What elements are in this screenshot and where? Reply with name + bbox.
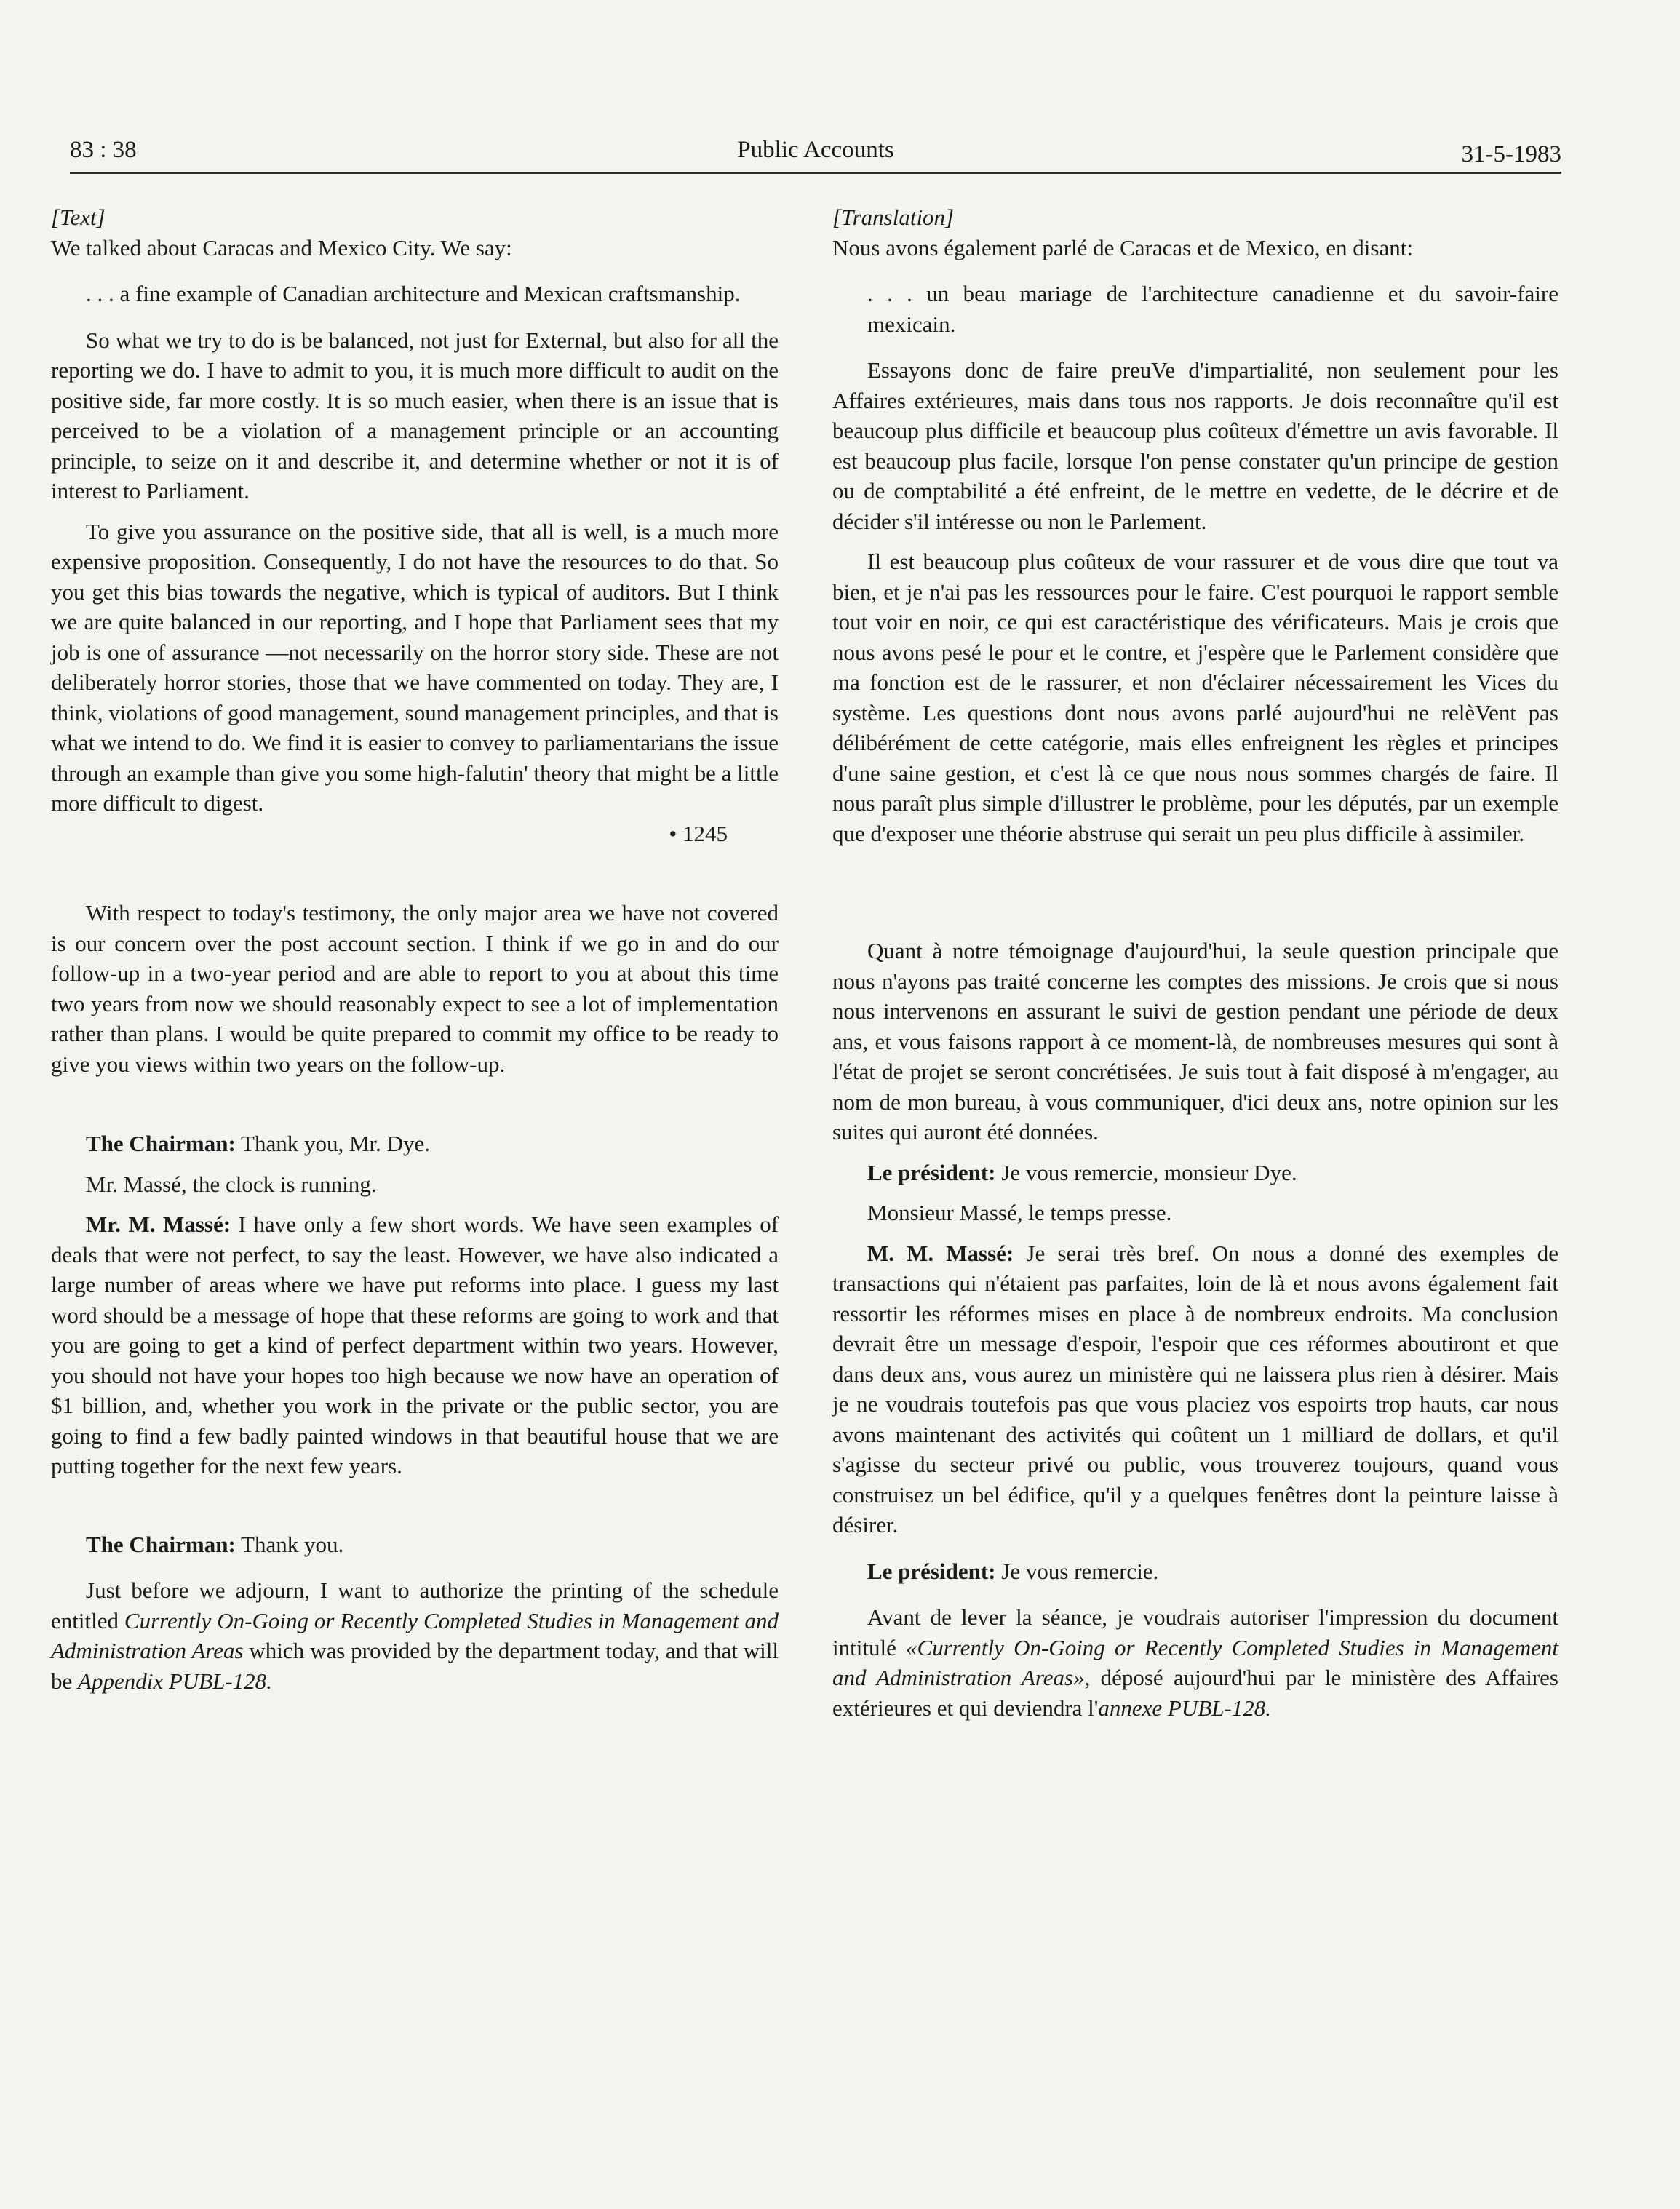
speaker-name: Mr. M. Massé:: [86, 1211, 231, 1237]
french-column: [832, 202, 1558, 1723]
publication-title: Public Accounts: [737, 137, 894, 163]
speaker-name: Le président:: [867, 1159, 996, 1185]
paragraph: Avant de lever la séance, je voudrais autoriser l'impression du document intitulé «Currently On-Going or Recently Completed Studies in Management and Administration Areas», déposé aujourd'hui par le ministère des Affaires extérieures et qui deviendra l'annexe PUBL-128.: [832, 1604, 1558, 1721]
paragraph: To give you assurance on the positive side, that all is well, is a much more expensive proposition. Consequently, I do not have the resources to do that. So you get this bias towards the negative, which is typical of auditors. But I think we are quite balanced in our reporting, and I hope that Parliament sees that my job is one of assurance —not necessarily on the horror story side. These are not deliberately horror stories, those that we have commented on today. They are, I think, violations of good management, sound management principles, and that is what we intend to do. We find it is easier to convey to parliamentarians the issue through an example than give you some high-falutin' theory that might be a little more difficult to digest.: [51, 518, 779, 816]
page-number: 83 : 38: [70, 137, 137, 163]
paragraph: Nous avons également parlé de Caracas et de Mexico, en disant:: [832, 234, 1413, 260]
translation-label: [Translation]: [832, 204, 955, 230]
appendix-reference: annexe PUBL-128.: [1098, 1695, 1271, 1721]
english-column: [51, 202, 779, 1696]
speech-chairman: The Chairman: Thank you, Mr. Dye.: [86, 1131, 431, 1156]
speech-president: Le président: Je vous remercie.: [867, 1558, 1159, 1584]
speaker-name: Le président:: [867, 1558, 996, 1584]
time-marker: • 1245: [669, 820, 728, 846]
speech-masse: Mr. M. Massé: I have only a few short words. We have seen examples of deals that were not perfect, to say the least. However, we have also indicated a large number of areas where we have put reforms into place. I guess my last word should be a message of hope that these reforms are going to work and that you are going to get a kind of perfect department within two years. However, you should not have your hopes too high because we now have an operation of $1 billion, and, whether you work in the private or the public sector, you are going to find a few badly painted windows in that beautiful house that we are putting together for the next few years.: [51, 1211, 779, 1478]
appendix-reference: Appendix PUBL-128.: [78, 1668, 272, 1694]
paragraph: Monsieur Massé, le temps presse.: [867, 1200, 1172, 1225]
speech-chairman: The Chairman: Thank you.: [86, 1531, 344, 1557]
text-label: [Text]: [51, 204, 106, 230]
document-title: Currently On-Going or Recently Completed Studies in Management and Administration Areas: [51, 1607, 779, 1663]
header-rule: [70, 172, 1561, 174]
paragraph: Il est beaucoup plus coûteux de vour rassurer et de vous dire que tout va bien, et je n'ai pas les ressources pour le faire. C'est pourquoi le rapport semble tout voir en noir, ce qui est caractéristique des vérificateurs. Mais je crois que nous avons pesé le pour et le contre, et j'espère que le Parlement considère que ma fonction est de le rassurer, et non d'éclairer nécessairement les Vices du système. Les questions dont nous avons parlé aujourd'hui ne relèVent pas délibérément de cette catégorie, mais elles enfreignent les règles et principes d'une saine gestion, et c'est là ce que nous nous sommes chargés de faire. Il nous paraît plus simple d'illustrer le problème, pour les députés, par un exemple que d'exposer une théorie abstruse qui serait un peu plus difficile à assimiler.: [832, 549, 1558, 846]
block-quote: . . . a fine example of Canadian architecture and Mexican craftsmanship.: [86, 281, 741, 306]
issue-date: 31-5-1983: [1461, 141, 1561, 167]
speaker-name: The Chairman:: [86, 1131, 236, 1156]
paragraph: Essayons donc de faire preuVe d'impartialité, non seulement pour les Affaires extérieures, mais dans tous nos rapports. Je dois reconnaître qu'il est beaucoup plus difficile et beaucoup plus coûteux d'émettre un avis favorable. Il est beaucoup plus facile, lorsque l'on pense constater qu'un principe de gestion ou de comptabilité a été enfreint, de le mettre en vedette, de le décrire et de décider s'il intéresse ou non le Parlement.: [832, 357, 1558, 534]
paragraph: Just before we adjourn, I want to authorize the printing of the schedule entitled Currently On-Going or Recently Completed Studies in Management and Administration Areas which was provided by the department today, and that will be Appendix PUBL-128.: [51, 1577, 779, 1694]
paragraph: With respect to today's testimony, the only major area we have not covered is our concern over the post account section. I think if we go in and do our follow-up in a two-year period and are able to report to you at about this time two years from now we should reasonably expect to see a lot of implementation rather than plans. I would be quite prepared to commit my office to be ready to give you views within two years on the follow-up.: [51, 900, 779, 1077]
speaker-name: The Chairman:: [86, 1531, 236, 1557]
speech-masse: M. M. Massé: Je serai très bref. On nous a donné des exemples de transactions qui n'étaient pas parfaites, loin de là et nous avons également fait ressortir les réformes mises en place à de nombreux endroits. Ma conclusion devrait être un message d'espoir, l'espoir que ces réformes aboutiront et que dans deux ans, vous aurez un ministère qui ne laissera plus rien à désirer. Mais je ne voudrais toutefois pas que vous placiez vos espoirts trop hauts, car nous avons maintenant des activités qui coûtent un 1 milliard de dollars, et qu'il s'agisse du secteur privé ou public, vous trouverez toujours, quand vous construisez un bel édifice, qu'il y a quelques fenêtres dont la peinture laisse à désirer.: [832, 1240, 1558, 1537]
paragraph: Quant à notre témoignage d'aujourd'hui, la seule question principale que nous n'ayons pas traité concerne les comptes des missions. Je crois que si nous nous intervenons en assurant le suivi de gestion pendant une période de deux ans, et vous faisons rapport à ce moment-là, de nombreuses mesures qui sont à l'état de projet se seront concrétisées. Je suis tout à fait disposé à m'engager, au nom de mon bureau, à vous communiquer, d'ici deux ans, notre opinion sur les suites qui auront été données.: [832, 938, 1558, 1145]
running-header: [70, 131, 1561, 172]
paragraph: We talked about Caracas and Mexico City. We say:: [51, 234, 512, 260]
speech-president: Le président: Je vous remercie, monsieur Dye.: [867, 1159, 1297, 1185]
paragraph: Mr. Massé, the clock is running.: [86, 1171, 377, 1197]
paragraph: So what we try to do is be balanced, not just for External, but also for all the reporting we do. I have to admit to you, it is much more difficult to audit on the positive side, far more costly. It is so much easier, when there is an issue that is perceived to be a violation of a management principle or an accounting principle, to seize on it and describe it, and determine whether or not it is of interest to Parliament.: [51, 327, 779, 504]
document-title: «Currently On-Going or Recently Completed Studies in Management and Administration Areas»: [832, 1634, 1558, 1690]
block-quote: . . . un beau mariage de l'architecture canadienne et du savoir-faire mexicain.: [867, 281, 1558, 337]
speaker-name: M. M. Massé:: [867, 1240, 1014, 1266]
